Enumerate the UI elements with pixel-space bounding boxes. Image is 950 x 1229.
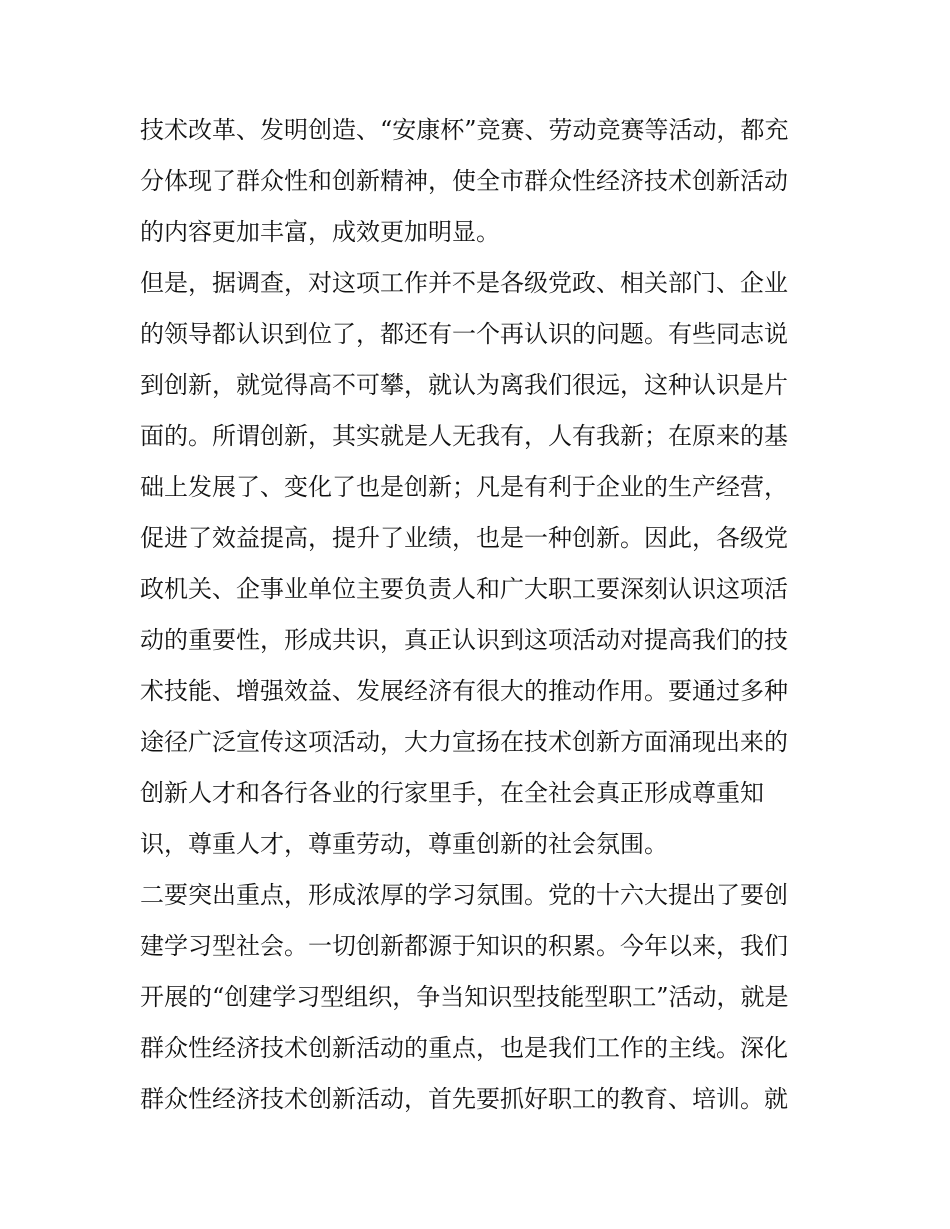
text-line: 面的。所谓创新，其实就是人无我有，人有我新；在原来的基 — [140, 422, 788, 450]
text-line: 途径广泛宣传这项活动，大力宣扬在技术创新方面涌现出来的 — [140, 728, 788, 756]
text-line: 创新人才和各行各业的行家里手，在全社会真正形成尊重知 — [140, 779, 764, 807]
text-line: 但是，据调查，对这项工作并不是各级党政、相关部门、企业 — [140, 269, 788, 297]
text-line: 群众性经济技术创新活动，首先要抓好职工的教育、培训。就 — [140, 1085, 788, 1113]
text-line: 的内容更加丰富，成效更加明显。 — [140, 218, 500, 246]
text-line: 政机关、企事业单位主要负责人和广大职工要深刻认识这项活 — [140, 575, 788, 603]
text-line: 术技能、增强效益、发展经济有很大的推动作用。要通过多种 — [140, 677, 788, 705]
text-line: 二要突出重点，形成浓厚的学习氛围。党的十六大提出了要创 — [140, 881, 788, 909]
text-line: 分体现了群众性和创新精神，使全市群众性经济技术创新活动 — [140, 167, 788, 195]
text-line: 识，尊重人才，尊重劳动，尊重创新的社会氛围。 — [140, 830, 668, 858]
text-line: 开展的“创建学习型组织，争当知识型技能型职工”活动，就是 — [140, 983, 789, 1011]
text-line: 群众性经济技术创新活动的重点，也是我们工作的主线。深化 — [140, 1034, 788, 1062]
text-line: 建学习型社会。一切创新都源于知识的积累。今年以来，我们 — [140, 932, 788, 960]
text-line: 的领导都认识到位了，都还有一个再认识的问题。有些同志说 — [140, 320, 788, 348]
body-text — [140, 105, 820, 1125]
text-line: 到创新，就觉得高不可攀，就认为离我们很远，这种认识是片 — [140, 371, 788, 399]
text-line: 动的重要性，形成共识，真正认识到这项活动对提高我们的技 — [140, 626, 788, 654]
text-line: 础上发展了、变化了也是创新；凡是有利于企业的生产经营， — [140, 473, 788, 501]
text-line: 技术改革、发明创造、“安康杯”竞赛、劳动竞赛等活动，都充 — [140, 116, 789, 144]
text-line: 促进了效益提高，提升了业绩，也是一种创新。因此，各级党 — [140, 524, 788, 552]
